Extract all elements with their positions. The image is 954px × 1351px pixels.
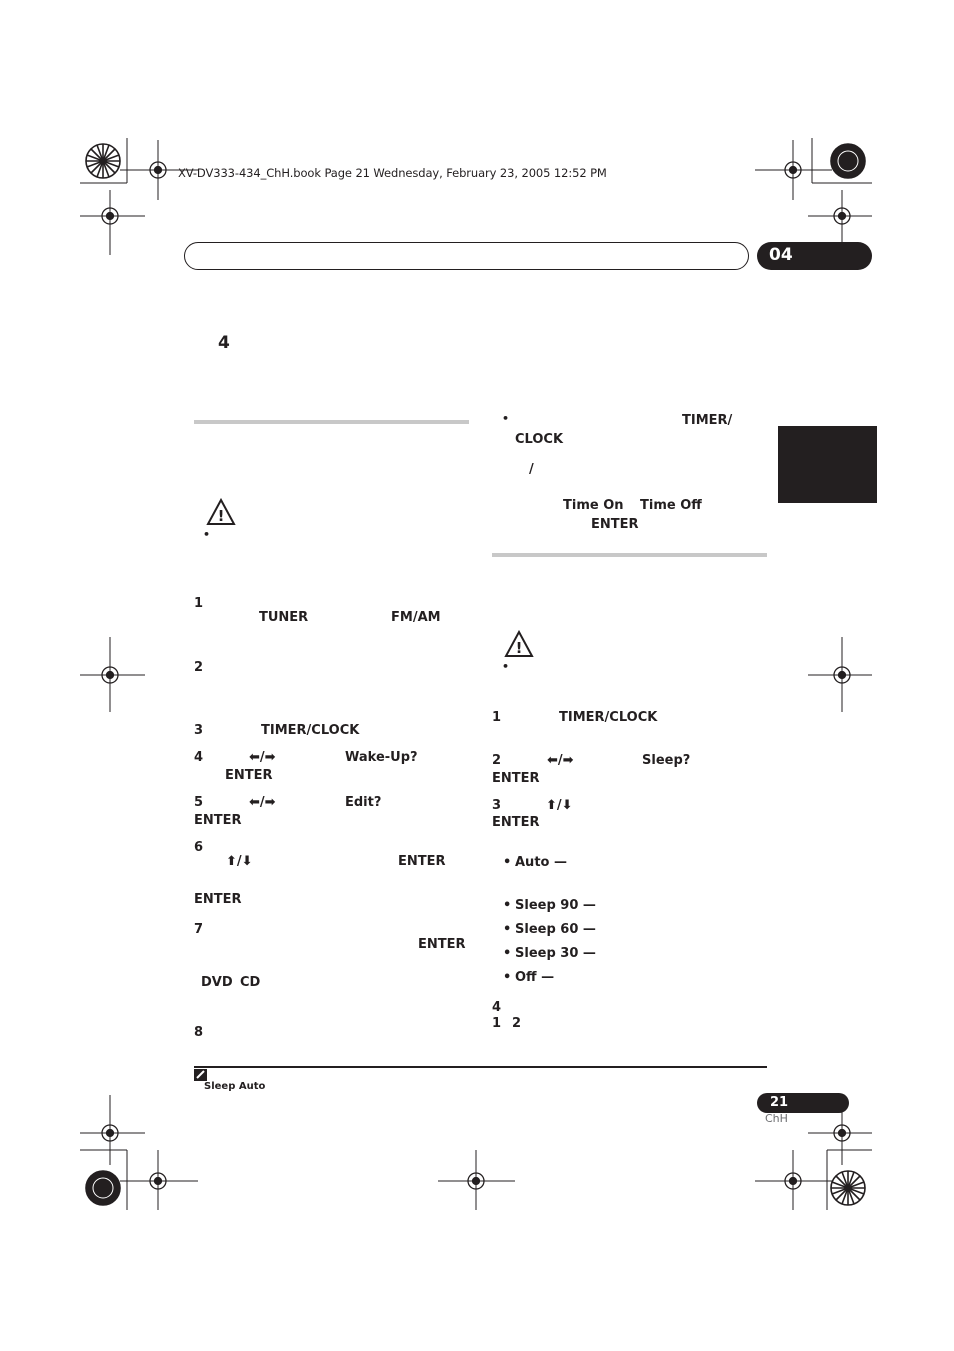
key-clock: CLOCK [515, 432, 564, 447]
step-2-number: 2 [492, 753, 502, 768]
section-number: 4 [218, 333, 230, 353]
important-icon [206, 498, 236, 526]
section-rule-left [194, 420, 469, 424]
key-edit: Edit? [345, 795, 382, 810]
important-icon [504, 630, 534, 658]
option-auto: Auto — [515, 855, 567, 870]
step-4-number: 4 [492, 1000, 502, 1015]
step-8-number: 8 [194, 1025, 204, 1040]
key-timer: TIMER/ [682, 413, 733, 428]
bullet: • [503, 922, 512, 937]
key-fm-am: FM/AM [391, 610, 441, 625]
step-3-number: 3 [194, 723, 204, 738]
step-2-number: 2 [194, 660, 204, 675]
chapter-number-tab [757, 242, 872, 270]
chapter-title-bar [184, 242, 749, 270]
page-number-tab [757, 1093, 849, 1113]
language-side-tab [778, 426, 877, 503]
key-enter: ENTER [398, 854, 446, 869]
up-down-arrows-icon: ⬆/⬇ [226, 854, 253, 869]
svg-text:!: ! [515, 639, 523, 657]
step-3-number: 3 [492, 798, 502, 813]
footnote-rule [194, 1066, 767, 1068]
key-wake-up: Wake-Up? [345, 750, 418, 765]
key-time-on: Time On [563, 498, 624, 513]
key-enter: ENTER [418, 937, 466, 952]
option-sleep-30: Sleep 30 — [515, 946, 596, 961]
key-tuner: TUNER [259, 610, 309, 625]
note-pencil-icon [194, 1069, 207, 1081]
option-sleep-90: Sleep 90 — [515, 898, 596, 913]
key-enter: ENTER [194, 892, 242, 907]
key-timer-clock: TIMER/CLOCK [261, 723, 360, 738]
key-cd: CD [240, 975, 261, 990]
bullet: • [503, 970, 512, 985]
print-file-info: XV-DV333-434_ChH.book Page 21 Wednesday, February 23, 2005 12:52 PM [178, 166, 607, 180]
language-code: ChH [765, 1112, 788, 1125]
key-enter: ENTER [492, 771, 540, 786]
bullet: • [502, 660, 510, 673]
key-timer-clock: TIMER/CLOCK [559, 710, 658, 725]
step-7-number: 7 [194, 922, 204, 937]
bullet: • [503, 898, 512, 913]
svg-text:!: ! [217, 507, 225, 525]
section-rule-right [492, 553, 767, 557]
bullet: • [203, 528, 211, 541]
option-sleep-60: Sleep 60 — [515, 922, 596, 937]
page-number: 21 [770, 1095, 789, 1110]
key-enter: ENTER [225, 768, 273, 783]
slash-symbol: / [529, 462, 534, 477]
key-sleep: Sleep? [642, 753, 691, 768]
step-6-number: 6 [194, 840, 204, 855]
bullet: • [503, 946, 512, 961]
step-1-number: 1 [194, 596, 204, 611]
key-time-off: Time Off [640, 498, 702, 513]
bullet: • [503, 855, 512, 870]
left-right-arrows-icon: ⬅/➡ [547, 753, 574, 768]
step-4-number: 4 [194, 750, 204, 765]
footnote-text: Sleep Auto [204, 1081, 266, 1092]
key-enter: ENTER [591, 517, 639, 532]
bullet: • [502, 412, 510, 425]
note-ref-2: 2 [512, 1016, 522, 1031]
left-right-arrows-icon: ⬅/➡ [249, 750, 276, 765]
step-5-number: 5 [194, 795, 204, 810]
option-off: Off — [515, 970, 555, 985]
step-1-number: 1 [492, 710, 502, 725]
note-ref-1: 1 [492, 1016, 502, 1031]
chapter-number: 04 [769, 245, 793, 265]
key-enter: ENTER [194, 813, 242, 828]
up-down-arrows-icon: ⬆/⬇ [546, 798, 573, 813]
key-dvd: DVD [201, 975, 233, 990]
key-enter: ENTER [492, 815, 540, 830]
left-right-arrows-icon: ⬅/➡ [249, 795, 276, 810]
